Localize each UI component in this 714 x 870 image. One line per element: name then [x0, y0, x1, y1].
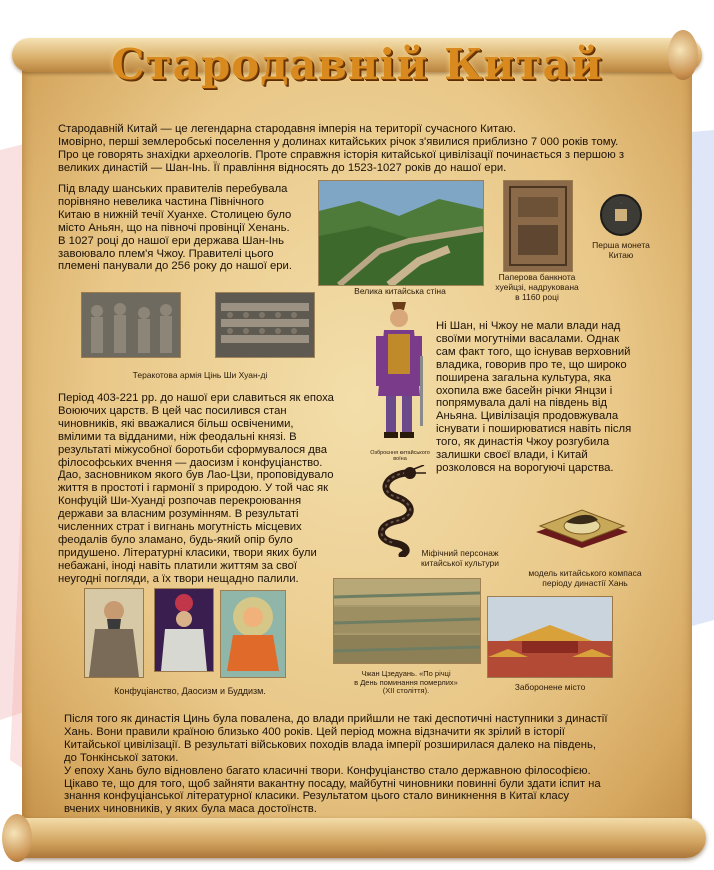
- warring-line: Період 403-221 рр. до нашої ери славиться як епоха: [58, 392, 334, 404]
- warring-line: життя в простоті і гармонії з природою. У той час як: [58, 482, 329, 495]
- warring-line: феодалів було зламано, будь-який опір було: [58, 533, 293, 546]
- zhou-paragraph: [436, 320, 686, 475]
- zhou-line: охопила вже басейн річки Янцзи і: [436, 384, 613, 397]
- scroll-caption-line: в День поминання померлих»: [354, 677, 458, 687]
- warring-line: Воюючих царств. В цей час посилився стан: [58, 404, 287, 417]
- zhou-line: Аньяна. Цивілізація продовжувала: [436, 410, 619, 423]
- han-line: Цікаво те, що для того, щоб зайняти вакантну посаду, майбутні чиновники повинні були здати іспит на: [64, 777, 601, 790]
- scroll-caption-line: Чжан Цзедуань. «По річці: [361, 669, 451, 678]
- religions-caption: Конфуціанство, Даосизм и Буддизм.: [114, 686, 266, 696]
- scroll-bottom-roll: [6, 818, 706, 858]
- coin-caption-line: Китаю: [608, 250, 634, 260]
- zhou-line: своїми могутніми васалами. Однак: [436, 332, 620, 345]
- buddha-image: [220, 590, 286, 678]
- forbidden-city-caption: Заборонене місто: [514, 682, 586, 692]
- warrior-caption-line: воїна: [393, 456, 407, 462]
- shang-line: порівняно невелика частина Північного: [58, 195, 264, 208]
- forbidden-city-image: [487, 596, 613, 678]
- page-title: Стародавній Китай: [111, 40, 603, 89]
- compass-caption: [520, 568, 650, 588]
- terracotta-army-image-1: [81, 292, 181, 358]
- scroll-bottom-roll-end: [2, 814, 32, 862]
- intro-line: Імовірно, перші землеробські поселення у долинах китайських річок з'явилися приблизно 7 000 років тому.: [58, 135, 619, 148]
- shang-paragraph: [58, 183, 318, 273]
- zhou-line: Ні Шан, ні Чжоу не мали влади над: [436, 320, 621, 332]
- intro-line: Про це говорять знахідки археологів. Проте справжня історія китайської цивілізації починається з першою з: [58, 148, 625, 161]
- warring-states-paragraph: [58, 392, 363, 586]
- svg-text:·: ·: [619, 200, 623, 207]
- han-line: У епоху Хань було відновлено багато класичні твори. Конфуціанство стало державною філософією.: [64, 764, 591, 777]
- warring-line: вмілими та відданими, ніж феодальні князі. В: [58, 430, 297, 443]
- han-line: вчених чиновників, у яких була маса достоїнств.: [64, 803, 317, 816]
- coin-caption: [581, 240, 661, 260]
- dragon-caption-line: китайської культури: [421, 558, 499, 568]
- dragon-image: [366, 465, 428, 557]
- banknote-caption-line: в 1160 році: [515, 292, 559, 302]
- banknote-caption-line: Паперова банкнота: [498, 272, 576, 282]
- warring-line: держави за власним розумінням. В результаті: [58, 508, 299, 521]
- zhou-line: розколовся на ворогуючі царства.: [436, 461, 614, 474]
- shang-line: племені панували до 256 року до нашої ери.: [58, 260, 293, 273]
- han-line: Хань. Вони правили країною близько 400 років. Цей період можна відзначити як зрілий в історії: [64, 725, 565, 738]
- zhou-line: існувати і поширюватися навіть після: [436, 423, 632, 436]
- scroll-painting-caption: [336, 670, 476, 696]
- han-line: до Тонкінської затоки.: [64, 751, 179, 764]
- taoist-image: [154, 588, 214, 672]
- warring-line: Дао, засновником якого був Лао-Цзи, проповідувало: [58, 469, 334, 482]
- shang-line: Китаю в нижній течії Хуанхе. Столицею було: [58, 208, 292, 221]
- zhou-line: попрямувала далі на південь від: [436, 397, 608, 410]
- great-wall-image: [318, 180, 484, 286]
- intro-line: великих династій — Шан-Інь. Її правління відносять до 1523-1027 років до нашої ери.: [58, 161, 507, 174]
- banknote-image: [503, 180, 573, 272]
- scroll-painting-image: [333, 578, 481, 664]
- warring-line: філософських вчення — даосизм і конфуціанство.: [58, 456, 323, 469]
- zhou-line: владика, говорив про те, що широко: [436, 358, 627, 371]
- great-wall-caption: Велика китайська стіна: [354, 286, 446, 296]
- warring-line: чиновників, які вважалися більш освіченими,: [58, 417, 294, 430]
- warrior-caption: [368, 450, 432, 462]
- zhou-line: залишки своєї влади, і Китай: [436, 449, 588, 462]
- shang-line: місто Аньян, що на півночі провінції Хенань.: [58, 221, 290, 234]
- compass-image: [526, 486, 638, 554]
- warring-line: численних страт і вигнань могутність місцевих: [58, 521, 302, 534]
- confucius-image: [84, 588, 144, 678]
- terracotta-army-image-2: [215, 292, 315, 358]
- dragon-caption: [412, 548, 508, 568]
- zhou-line: поширена загальна культура, яка: [436, 371, 612, 384]
- shang-line: Під владу шанських правителів перебувала: [58, 183, 288, 195]
- han-line: Після того як династія Цинь була повалена, до влади прийшли не такі деспотичні наступники з династії: [64, 713, 608, 725]
- zhou-line: того, як династія Чжоу розгубила: [436, 436, 610, 449]
- scroll-caption-line: (XII століття).: [382, 686, 430, 695]
- coin-caption-line: Перша монета: [592, 240, 650, 250]
- dragon-caption-line: Міфічний персонаж: [421, 548, 499, 558]
- warrior-image: [370, 296, 428, 446]
- warring-line: неугодні погляди, а їх твори нещадно палили.: [58, 572, 299, 585]
- han-line: знання конфуціанської літературної класики. Результатом цього стало виникнення в Китаї класу: [64, 790, 570, 803]
- banknote-caption: [480, 272, 594, 302]
- warrior-caption-line: Озброєння китайського: [370, 450, 430, 456]
- zhou-line: сам факт того, що існував верховний: [436, 345, 631, 358]
- coin-image: [599, 193, 643, 237]
- han-line: Китайської цивілізації. В результаті військових походів влада імперії розширилася далеко на південь,: [64, 738, 597, 751]
- intro-paragraph: [58, 123, 668, 175]
- shang-line: В 1027 році до нашої ери держава Шан-Інь: [58, 234, 284, 247]
- terracotta-caption: Теракотова армія Цінь Ши Хуан-ді: [132, 370, 268, 380]
- warring-line: результаті міжусобної боротьби сформувалося два: [58, 443, 327, 456]
- shang-line: завоювало плем'я Чжоу. Правителі цього: [58, 247, 274, 260]
- warring-line: небажані, іноді навіть платили життям за свої: [58, 559, 298, 572]
- compass-caption-line: модель китайського компаса: [528, 568, 642, 578]
- banknote-caption-line: хуейцзі, надрукована: [495, 282, 579, 292]
- warring-line: Конфуцій Ши-Хуанді розпочав перекроювання: [58, 495, 302, 508]
- warring-line: придушено. Літературні класики, твори яких були: [58, 546, 317, 559]
- han-paragraph: [64, 713, 674, 816]
- compass-caption-line: періоду династії Хань: [542, 578, 628, 588]
- intro-line: Стародавній Китай — це легендарна стародавня імперія на території сучасного Китаю.: [58, 123, 516, 135]
